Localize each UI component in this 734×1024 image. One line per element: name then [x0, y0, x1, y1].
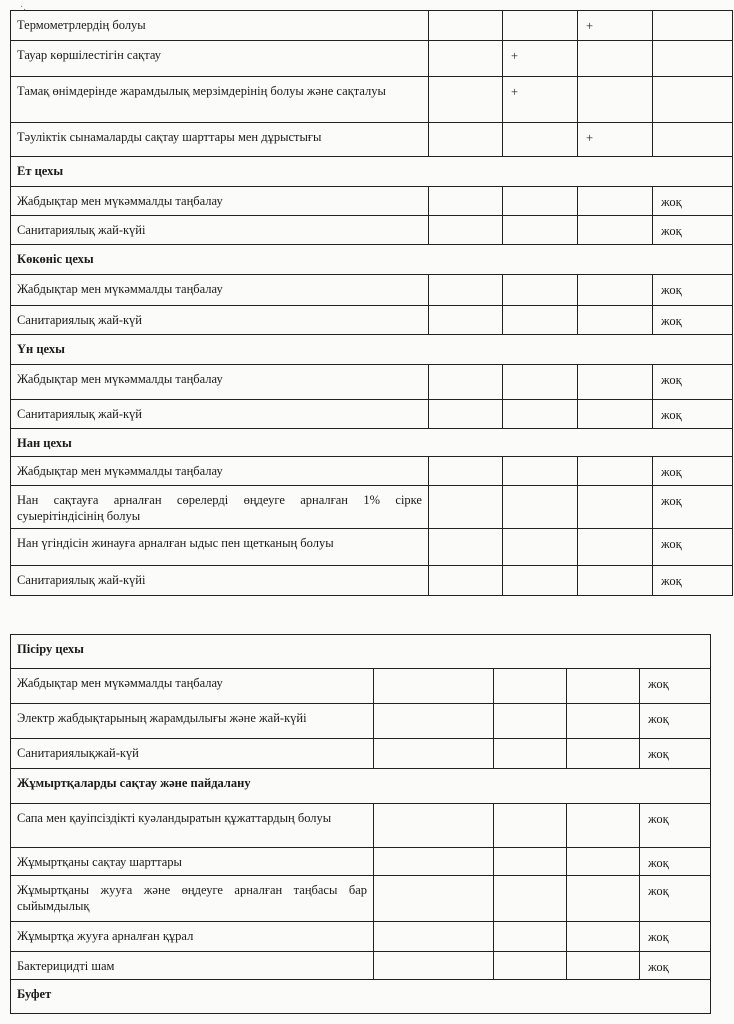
criterion-label: Тәуліктік сынамаларды сақтау шарттары мен дұрыстығы	[11, 123, 429, 157]
assessment-cell-4: жоқ	[640, 952, 711, 980]
criterion-label: Термометрлердің болуы	[11, 11, 429, 41]
assessment-cell-4: жоқ	[640, 922, 711, 952]
assessment-cell-4: жоқ	[653, 216, 733, 245]
assessment-cell-4: жоқ	[653, 187, 733, 216]
table-row	[11, 876, 711, 922]
table-row	[11, 306, 733, 335]
criterion-label: Санитариялық жай-күйі	[11, 216, 429, 245]
assessment-cell-2	[503, 365, 578, 400]
assessment-cell-3	[567, 848, 640, 876]
criterion-label: Тамақ өнімдерінде жарамдылық мерзімдерінің болуы және сақталуы	[11, 77, 429, 123]
assessment-cell-1	[429, 365, 503, 400]
assessment-cell-1	[374, 848, 494, 876]
criterion-label: Жұмыртқаны жууға және өңдеуге арналған таңбасы бар сыйымдылық	[11, 876, 374, 922]
table-row	[11, 566, 733, 596]
section-row	[11, 769, 711, 804]
assessment-cell-1	[429, 566, 503, 596]
assessment-cell-3	[567, 669, 640, 704]
assessment-cell-2	[503, 400, 578, 429]
table-row	[11, 275, 733, 306]
assessment-cell-3	[578, 400, 653, 429]
assessment-cell-1	[429, 275, 503, 306]
assessment-cell-1	[429, 77, 503, 123]
assessment-cell-2	[503, 123, 578, 157]
assessment-cell-1	[374, 739, 494, 769]
assessment-cell-2	[503, 306, 578, 335]
assessment-cell-3	[567, 876, 640, 922]
assessment-cell-3: +	[578, 11, 653, 41]
criterion-label: Санитариялықжай-күй	[11, 739, 374, 769]
assessment-cell-4: жоқ	[640, 848, 711, 876]
assessment-cell-3: +	[578, 123, 653, 157]
table-row	[11, 123, 733, 157]
section-title: Ет цехы	[11, 157, 733, 187]
assessment-cell-1	[374, 804, 494, 848]
table-row	[11, 848, 711, 876]
section-title: Үн цехы	[11, 335, 733, 365]
table-row	[11, 187, 733, 216]
section-row	[11, 157, 733, 187]
section-row	[11, 335, 733, 365]
criterion-label: Жұмыртқаны сақтау шарттары	[11, 848, 374, 876]
table-row	[11, 77, 733, 123]
criterion-label: Нан сақтауға арналған сөрелерді өңдеуге арналған 1% сірке суыерітіндісінің болуы	[11, 486, 429, 529]
assessment-cell-4: жоқ	[653, 400, 733, 429]
assessment-cell-1	[429, 486, 503, 529]
assessment-cell-1	[429, 400, 503, 429]
criterion-label: Санитариялық жай-күй	[11, 400, 429, 429]
table-row	[11, 365, 733, 400]
table-row	[11, 216, 733, 245]
assessment-cell-3	[567, 739, 640, 769]
assessment-cell-2	[494, 848, 567, 876]
criterion-label: Жабдықтар мен мүкәммалды таңбалау	[11, 275, 429, 306]
assessment-cell-1	[429, 123, 503, 157]
table-row	[11, 41, 733, 77]
section-row	[11, 245, 733, 275]
assessment-cell-3	[578, 529, 653, 566]
table-row	[11, 952, 711, 980]
assessment-cell-4: жоқ	[640, 804, 711, 848]
assessment-cell-4: жоқ	[653, 486, 733, 529]
assessment-cell-4	[653, 11, 733, 41]
assessment-cell-2	[503, 11, 578, 41]
assessment-cell-1	[429, 11, 503, 41]
assessment-cell-2	[494, 952, 567, 980]
criterion-label: Жабдықтар мен мүкәммалды таңбалау	[11, 187, 429, 216]
assessment-cell-2: +	[503, 41, 578, 77]
assessment-cell-3	[578, 77, 653, 123]
assessment-cell-1	[374, 704, 494, 739]
table-row	[11, 400, 733, 429]
criterion-label: Сапа мен қауіпсіздікті куәландыратын құжаттардың болуы	[11, 804, 374, 848]
assessment-cell-2	[503, 275, 578, 306]
assessment-cell-2	[494, 922, 567, 952]
section-title: Буфет	[11, 980, 711, 1014]
assessment-cell-1	[374, 922, 494, 952]
table-row	[11, 486, 733, 529]
criterion-label: Бактерицидті шам	[11, 952, 374, 980]
assessment-cell-2	[503, 457, 578, 486]
assessment-cell-3	[567, 922, 640, 952]
assessment-cell-3	[578, 457, 653, 486]
assessment-cell-2	[494, 804, 567, 848]
assessment-cell-2	[503, 486, 578, 529]
assessment-cell-3	[578, 41, 653, 77]
criterion-label: Электр жабдықтарының жарамдылығы және жай-күйі	[11, 704, 374, 739]
assessment-cell-3	[567, 804, 640, 848]
assessment-cell-1	[429, 529, 503, 566]
assessment-cell-2	[503, 529, 578, 566]
criterion-label: Жабдықтар мен мүкәммалды таңбалау	[11, 669, 374, 704]
scan-speck: ·.	[20, 2, 26, 13]
assessment-cell-1	[374, 876, 494, 922]
assessment-cell-2	[503, 566, 578, 596]
assessment-cell-4: жоқ	[653, 529, 733, 566]
assessment-cell-2	[503, 187, 578, 216]
criterion-label: Нан үгіндісін жинауға арналған ыдыс пен щетканың болуы	[11, 529, 429, 566]
assessment-cell-4: жоқ	[653, 275, 733, 306]
assessment-cell-3	[567, 704, 640, 739]
assessment-cell-3	[578, 275, 653, 306]
checklist-table-upper	[10, 10, 733, 596]
section-row	[11, 635, 711, 669]
assessment-cell-2	[503, 216, 578, 245]
assessment-cell-4	[653, 123, 733, 157]
assessment-cell-2	[494, 739, 567, 769]
criterion-label: Тауар көршілестігін сақтау	[11, 41, 429, 77]
assessment-cell-4: жоқ	[653, 306, 733, 335]
table-row	[11, 704, 711, 739]
assessment-cell-3	[567, 952, 640, 980]
section-row	[11, 980, 711, 1014]
assessment-cell-4: жоқ	[653, 365, 733, 400]
assessment-cell-2	[494, 669, 567, 704]
table-row	[11, 804, 711, 848]
criterion-label: Жабдықтар мен мүкәммалды таңбалау	[11, 365, 429, 400]
assessment-cell-1	[374, 952, 494, 980]
assessment-cell-3	[578, 365, 653, 400]
assessment-cell-1	[429, 41, 503, 77]
assessment-cell-4: жоқ	[640, 704, 711, 739]
section-title: Жұмыртқаларды сақтау және пайдалану	[11, 769, 711, 804]
assessment-cell-2	[494, 704, 567, 739]
table-row	[11, 669, 711, 704]
section-title: Нан цехы	[11, 429, 733, 457]
table-row	[11, 457, 733, 486]
table-row	[11, 529, 733, 566]
checklist-table-lower	[10, 634, 711, 1014]
assessment-cell-1	[429, 187, 503, 216]
assessment-cell-4	[653, 77, 733, 123]
criterion-label: Жұмыртқа жууға арналған құрал	[11, 922, 374, 952]
criterion-label: Санитариялық жай-күй	[11, 306, 429, 335]
assessment-cell-1	[429, 457, 503, 486]
table-row	[11, 922, 711, 952]
assessment-cell-4: жоқ	[640, 876, 711, 922]
assessment-cell-2: +	[503, 77, 578, 123]
assessment-cell-4: жоқ	[653, 566, 733, 596]
assessment-cell-2	[494, 876, 567, 922]
table-row	[11, 739, 711, 769]
assessment-cell-4	[653, 41, 733, 77]
assessment-cell-1	[374, 669, 494, 704]
assessment-cell-3	[578, 187, 653, 216]
assessment-cell-3	[578, 216, 653, 245]
assessment-cell-4: жоқ	[653, 457, 733, 486]
assessment-cell-3	[578, 486, 653, 529]
assessment-cell-1	[429, 306, 503, 335]
assessment-cell-1	[429, 216, 503, 245]
section-row	[11, 429, 733, 457]
assessment-cell-4: жоқ	[640, 739, 711, 769]
criterion-label: Жабдықтар мен мүкәммалды таңбалау	[11, 457, 429, 486]
assessment-cell-3	[578, 566, 653, 596]
table-row	[11, 11, 733, 41]
criterion-label: Санитариялық жай-күйі	[11, 566, 429, 596]
section-title: Көкөніс цехы	[11, 245, 733, 275]
section-title: Пісіру цехы	[11, 635, 711, 669]
assessment-cell-4: жоқ	[640, 669, 711, 704]
assessment-cell-3	[578, 306, 653, 335]
